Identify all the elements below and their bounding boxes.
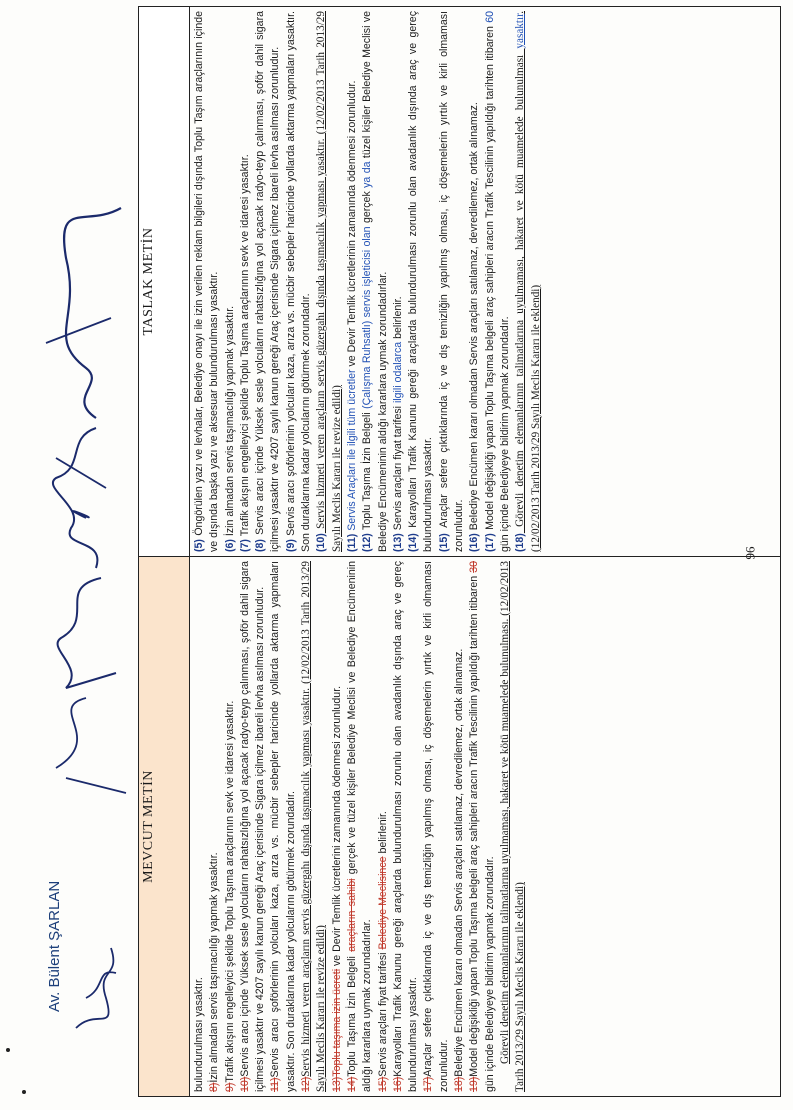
- left-paragraph: 15)Servis araçları fiyat tarifesi Belediye Meclisince belirlenir.: [376, 811, 389, 1092]
- signature-area: [26, 8, 136, 1098]
- right-paragraph: (14) Karayolları Trafik Kanunu gereği araçlarda bulundurulması zorunlu olan avadanlık dışında araç ve gereç bulundurulması yasaktır.: [407, 11, 435, 552]
- left-paragraph: 17)Araçlar sefere çıktıklarında iç ve dış temizliğin yapılmış olması, iç döşemelerin yırtık ve kirli olmaması zorunludur.: [422, 561, 450, 1092]
- left-paragraph: 13)Toplu taşıma izin ücreti ve Devir Temlik ücretlerini zamanında ödenmesi zorunludur.: [330, 685, 343, 1092]
- right-paragraph: (10) Servis hizmeti veren araçların servis güzergahı dışında taşımacılık yapması yasaktır. (12/02/2013 Tarih 2013/29 Sayılı Meclis Kararı ile revize edildi): [315, 11, 343, 552]
- header-draft-text: TASLAK METİN: [139, 7, 190, 557]
- right-paragraph: (8) Servis aracı içinde Yüksek sesle yolcuların rahatsızlığına yol açacak radyo-teyp çalınması, şoför dahil sigara içilmesi yasaktır ve 4207 sayılı kanun gereği Araç içerisinde Sigara içilmez ibareli levha asılması zorunludur.: [254, 11, 282, 552]
- left-paragraph: 10)Servis aracı içinde Yüksek sesle yolcuların rahatsızlığına yol açacak radyo-teyp çalınması, şoför dahil sigara içilmesi yasaktır ve 4207 sayılı kanun gereği Araç içerisinde Sigara içilmez ibareli levha asılması zorunludur.: [238, 561, 267, 1092]
- handwritten-signature-1: [26, 168, 136, 868]
- right-paragraph: (11) Servis Araçları ile ilgili tüm ücretler ve Devir Temlik ücretlerinin zamanında ödenmesi zorunludur.: [345, 80, 358, 552]
- margin-dot: [22, 1090, 26, 1094]
- right-paragraph: (7) Trafik akışını engelleyici şekilde Toplu Taşıma araçlarının sevk ve idaresi yasaktır.: [238, 154, 251, 552]
- left-paragraph: 12)Servis hizmeti veren araçların servis güzergahı dışında taşımacılık yapması yasaktır. (12/02/2013 Tarih 2013/29 Sayılı Meclis Kararı ile revize edildi): [300, 561, 328, 1092]
- left-paragraph: 19)Model değişikliği yapan Toplu Taşıma belgeli araç sahipleri aracın Trafik Tescilinin yapıldığı tarihten itibaren 30 gün içinde Belediyeye bildirim yapmak zorundadır.: [468, 561, 496, 1092]
- right-paragraph: (13) Servis araçları fiyat tarifesi ilgili odalarca belirlenir.: [391, 296, 404, 552]
- rotated-content: [138, 7, 783, 1097]
- right-paragraph: (5) Öngörülen yazı ve levhalar, Belediye onayı ile izin verilen reklam bilgileri dışında Toplu Taşım araçlarının içinde ve dışında başka yazı ve aksesuar bulundurulması yasaktır.: [193, 11, 221, 552]
- draft-text-cell: [190, 7, 781, 557]
- signer-name: Av. Bülent ŞARLAN: [46, 880, 63, 1012]
- right-paragraph: (16) Belediye Encümen kararı olmadan Servis araçları satılamaz, devredilemez, ortak alınamaz.: [468, 102, 481, 552]
- left-paragraph: 18)Belediye Encümen kararı olmadan Servis araçları satılamaz, devredilemez, ortak alınamaz.: [453, 648, 466, 1092]
- margin-dot: [6, 1048, 10, 1052]
- page-number: 96: [742, 546, 758, 560]
- right-paragraph: (9) Servis aracı şoförlerinin yolcuları kaza, arıza vs. mücbir sebepler haricinde yollarda aktarma yapmaları yasaktır. Son duraklarına kadar yolcularını götürmek zorundadır.: [284, 11, 313, 552]
- left-paragraph: 11)Servis aracı şoförlerinin yolcuları kaza, arıza vs. mücbir sebepler haricinde yollarda aktarma yapmaları yasaktır. Son duraklarına kadar yolcularını götürmek zorundadır.: [269, 561, 297, 1092]
- left-paragraph: 8)İzin almadan servis taşımacılığı yapmak yasaktır.: [208, 852, 221, 1092]
- left-paragraph: 14)Toplu Taşıma İzin Belgeli araçların sahibi gerçek ve tüzel kişiler Belediye Meclisi ve Belediye Encümeninin aldığı kararlara uymak zorundadırlar.: [345, 561, 374, 1092]
- right-paragraph: (12) Toplu Taşıma İzin Belgeli (Çalışma Ruhsatlı) servis işleticisi olan gerçek ya da tüzel kişiler Belediye Meclisi ve Belediye Encümeninin aldığı kararlara uymak zorundadırlar.: [361, 10, 389, 552]
- right-paragraph: (18) Görevli denetim elemanlarının talimatlarına uyulmaması, hakaret ve kötü muamelede bulunulması yasaktır. (12/02/2013 Tarih 2013/29 Sayılı Meclis Kararı ile eklendi): [514, 11, 542, 552]
- left-paragraph: Görevli denetim elemanlarının talimatlarına uyulmaması, hakaret ve kötü muamelede bulunulması. (12/02/2013 Tarih 2013/29 Sayılı Meclis Kararı ile eklendi): [498, 561, 527, 1092]
- header-current-text: MEVCUT METİN: [139, 557, 190, 1097]
- left-paragraph: bulundurulması yasaktır.: [193, 977, 205, 1092]
- current-text-cell: [190, 557, 781, 1097]
- comparison-table: [138, 6, 781, 1097]
- handwritten-signature-2: [66, 938, 126, 1048]
- right-paragraph: (6) İzin almadan servis taşımacılığı yapmak yasaktır.: [223, 305, 236, 552]
- right-paragraph: (17) Model değişikliği yapan Toplu Taşıma belgeli araç sahipleri aracın Trafik Tescilinin yapıldığı tarihten itibaren 60 gün içinde Belediyeye bildirim yapmak zorundadır.: [483, 11, 511, 552]
- left-paragraph: 9)Trafik akışını engelleyici şekilde Toplu Taşıma araçlarının sevk ve idaresi yasaktır.: [223, 700, 236, 1092]
- left-paragraph: 16)Karayolları Trafik Kanunu gereği araçlarda bulundurulması zorunlu olan avadanlık dışında araç ve gereç bulundurulması yasaktır.: [391, 561, 420, 1092]
- right-paragraph: (15) Araçlar sefere çıktıklarında iç ve dış temizliğin yapılmış olması, iç döşemelerin yırtık ve kirli olmaması zorunludur.: [437, 11, 466, 552]
